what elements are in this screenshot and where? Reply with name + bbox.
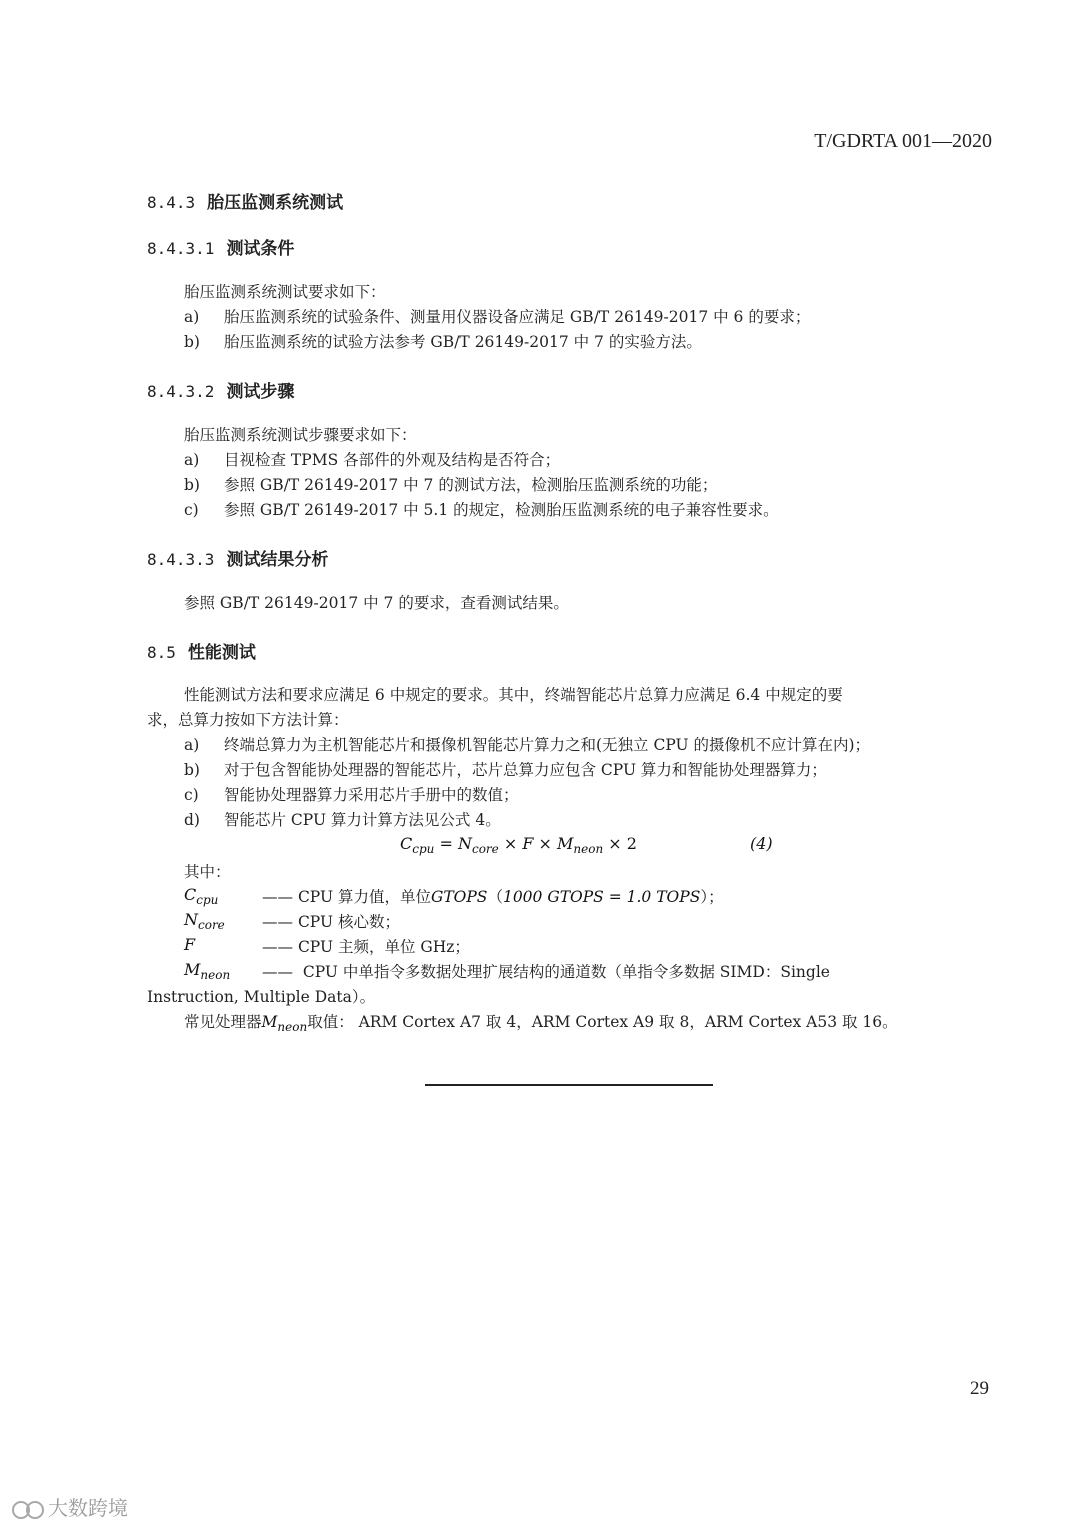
- watermark-logo-icon: [10, 1497, 48, 1523]
- symbol-ccpu: $C_{cpu}$: [184, 885, 219, 908]
- symbol-mneon: $M_{neon}$: [184, 960, 231, 983]
- definition-mneon: —— CPU 中单指令多数据处理扩展结构的通道数（单指令多数据 SIMD：Single: [262, 963, 830, 981]
- list-item: b) 参照 GB/T 26149-2017 中 7 的测试方法，检测胎压监测系统的功能；: [184, 476, 718, 494]
- list-item: a) 胎压监测系统的试验条件、测量用仪器设备应满足 GB/T 26149-2017 中 6 的要求；: [184, 308, 811, 326]
- paragraph-intro: 胎压监测系统测试步骤要求如下：: [184, 426, 417, 444]
- section-title: 测试结果分析: [226, 550, 329, 570]
- symbol-ncore: $N_{core}$: [184, 910, 225, 933]
- definition-mneon-cont: Instruction, Multiple Data）。: [147, 988, 376, 1006]
- list-item: c) 智能协处理器算力采用芯片手册中的数值；: [184, 786, 519, 804]
- section-title: 测试条件: [226, 239, 295, 259]
- where-label: 其中：: [184, 863, 231, 881]
- paragraph-intro: 胎压监测系统测试要求如下：: [184, 283, 386, 301]
- list-item: c) 参照 GB/T 26149-2017 中 5.1 的规定，检测胎压监测系统的电子兼容性要求。: [184, 501, 779, 519]
- list-item: a) 终端总算力为主机智能芯片和摄像机智能芯片算力之和(无独立 CPU 的摄像机不应计算在内)；: [184, 736, 871, 754]
- section-heading-8-4-3-1: [147, 234, 294, 259]
- section-heading-8-4-3-2: [147, 377, 294, 402]
- common-processors: 常见处理器$M_{neon}$取值： ARM Cortex A7 取 4，ARM Cortex A9 取 8，ARM Cortex A53 取 16。: [184, 1013, 898, 1035]
- paragraph: 参照 GB/T 26149-2017 中 7 的要求，查看测试结果。: [184, 594, 569, 612]
- section-heading-8-5: [147, 638, 256, 663]
- formula-number: (4): [750, 834, 773, 853]
- list-item: a) 目视检查 TPMS 各部件的外观及结构是否符合；: [184, 451, 561, 469]
- formula: $C_{cpu} = N_{core} \times F \times M_{neon} \times 2$: [400, 834, 637, 857]
- definition-ncore: —— CPU 核心数；: [262, 913, 400, 931]
- section-number: 8.4.3.1: [147, 239, 215, 258]
- definition-f: —— CPU 主频，单位 GHz；: [262, 938, 470, 956]
- symbol-f: F: [184, 935, 196, 954]
- section-number: 8.4.3: [147, 193, 196, 212]
- list-item: b) 对于包含智能协处理器的智能芯片，芯片总算力应包含 CPU 算力和智能协处理器算力；: [184, 761, 827, 779]
- paragraph-line: 性能测试方法和要求应满足 6 中规定的要求。其中，终端智能芯片总算力应满足 6.4 中规定的要: [184, 686, 843, 704]
- list-item: d) 智能芯片 CPU 算力计算方法见公式 4。: [184, 811, 501, 829]
- list-item: b) 胎压监测系统的试验方法参考 GB/T 26149-2017 中 7 的实验方法。: [184, 333, 702, 351]
- page-number: 29: [970, 1378, 989, 1399]
- watermark: 大数跨境: [10, 1492, 128, 1523]
- section-title: 胎压监测系统测试: [207, 193, 344, 213]
- section-heading-8-4-3: [147, 188, 343, 213]
- section-title: 性能测试: [187, 643, 256, 663]
- section-number: 8.5: [147, 643, 176, 662]
- section-heading-8-4-3-3: [147, 545, 328, 570]
- end-rule: [425, 1084, 713, 1086]
- section-number: 8.4.3.2: [147, 382, 215, 401]
- section-number: 8.4.3.3: [147, 550, 215, 569]
- standard-code: T/GDRTA 001—2020: [814, 130, 992, 152]
- section-title: 测试步骤: [226, 382, 295, 402]
- paragraph-line: 求，总算力按如下方法计算：: [147, 711, 349, 729]
- definition-ccpu: —— CPU 算力值，单位GTOPS（1000 GTOPS = 1.0 TOPS）；: [262, 888, 724, 906]
